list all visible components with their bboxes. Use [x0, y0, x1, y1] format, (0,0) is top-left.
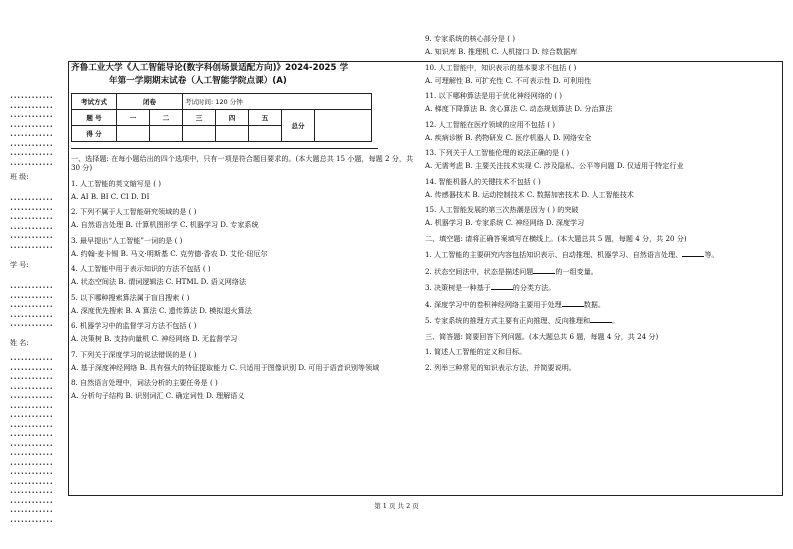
exam-mode-label: 考试方式	[72, 94, 117, 110]
score-head-3: 三	[183, 110, 216, 126]
section2-heading: 二、填空题: 请将正确答案填写在横线上。(本大题总共 5 题，每题 4 分，共 20 分)	[425, 233, 687, 243]
score-table	[71, 93, 372, 142]
score-head-1: 一	[117, 110, 150, 126]
id-label: 学 号:	[10, 261, 29, 269]
fill-question-4: 4. 深度学习中的卷积神经网络主要用于处理 数据。	[425, 299, 605, 309]
binding-dots-mid2: •••••••••••• •••••••••••• •••••••••••• •••••••••••• ••••••••••••	[10, 285, 54, 329]
answer-blank[interactable]	[590, 315, 612, 323]
score-cell[interactable]	[183, 126, 216, 142]
score-row-label: 得 分	[72, 126, 117, 142]
short-question-2: 2. 列举三种常见的知识表示方法，并简要说明。	[425, 362, 576, 372]
exam-time: 考试时间: 120 分钟	[183, 94, 372, 110]
question-10: 10. 人工智能中，知识表示的基本要求不包括 ( ) A. 可理解性 B. 可扩充性 C. 不可表示性 D. 可利用性	[425, 62, 592, 85]
question-13: 13. 下列关于人工智能伦理的说法正确的是 ( ) A. 无需考虑 B. 主要关注技术实现 C. 涉及隐私、公平等问题 D. 仅适用于特定行业	[425, 148, 684, 170]
score-cell[interactable]	[216, 126, 249, 142]
fill-question-3: 3. 决策树是一种基于 的分类方法。	[425, 283, 556, 292]
score-head-2: 二	[150, 110, 183, 126]
question-8: 8. 自然语言处理中，词法分析的主要任务是 ( ) A. 分析句子结构 B. 识别词汇 C. 确定词性 D. 理解语义	[71, 378, 245, 400]
page-number: 第 1 页 共 2 页	[374, 502, 419, 510]
question-11: 11. 以下哪种算法是用于优化神经网络的 ( ) A. 梯度下降算法 B. 贪心算法 C. 动态规划算法 D. 分治算法	[425, 91, 613, 113]
answer-blank[interactable]	[562, 299, 584, 307]
question-7: 7. 下列关于深度学习的说法错误的是 ( ) A. 基于深度神经网络 B. 具有强大的特征提取能力 C. 只适用于图像识别 D. 可用于语音识别等领域	[71, 349, 380, 372]
exam-title	[71, 62, 416, 88]
question-6: 6. 机器学习中的监督学习方法不包括 ( ) A. 决策树 B. 支持向量机 C. 神经网络 D. 无监督学习	[71, 321, 238, 343]
title-line-1: 齐鲁工业大学《人工智能导论(数字科创场景适配方向)》2024-2025 学	[71, 63, 349, 73]
score-head-total: 总分	[282, 110, 315, 142]
question-2: 2. 下列不属于人工智能研究领域的是 ( ) A. 自然语言处理 B. 计算机图形学 C. 机器学习 D. 专家系统	[71, 207, 259, 229]
section1-questions	[71, 179, 416, 401]
short-question-1: 1. 简述人工智能的定义和目标。	[425, 347, 527, 356]
binding-dots-top: •••••••••••• •••••••••••• •••••••••••• •••••••••••• •••••••••••• •••••••••••• •••••••••••• ••••••••••••	[10, 95, 54, 168]
answer-blank[interactable]	[491, 282, 513, 290]
divider	[71, 148, 378, 149]
answer-blank[interactable]	[682, 249, 704, 257]
question-9: 9. 专家系统的核心部分是 ( ) A. 知识库 B. 推理机 C. 人机接口 D. 综合数据库	[425, 34, 578, 56]
exam-mode-value: 闭卷	[117, 94, 183, 110]
section1-heading: 一、选择题: 在每小题给出的四个选项中，只有一项是符合题目要求的。(本大题总共 15 小题，每题 2 分，共 30 分)	[71, 154, 414, 172]
score-total-cell[interactable]	[315, 110, 372, 142]
question-1: 1. 人工智能的英文缩写是 ( ) A. AI B. BI C. CI D. DI	[71, 178, 162, 201]
binding-dots-bottom: •••••••••••• •••••••••••• •••••••••••• •••••••••••• •••••••••••• •••••••••••• •••••••••••• •••••••••••• •••••••••••• •••••••••••• •••••••••••• •••••••••••• •••••••••••• •••••••••••• •••••••••••• •••••••••••• •••••••••••• ••••••••••••	[10, 357, 54, 525]
question-4: 4. 人工智能中用于表示知识的方法不包括 ( ) A. 状态空间法 B. 谓词逻辑法 C. HTML D. 语义网络法	[71, 264, 247, 286]
question-12: 12. 人工智能在医疗领域的应用不包括 ( ) A. 疾病诊断 B. 药物研发 C. 医疗机器人 D. 网络安全	[425, 119, 592, 142]
name-label: 姓 名:	[10, 339, 29, 347]
score-cell[interactable]	[249, 126, 282, 142]
section3-heading: 三、简答题: 简要回答下列问题。(本大题总共 6 题，每题 4 分，共 24 分)	[425, 331, 659, 341]
score-head-5: 五	[249, 110, 282, 126]
class-label: 班 级:	[10, 173, 29, 181]
answer-blank[interactable]	[533, 266, 555, 274]
question-14: 14. 智能机器人的关键技术不包括 ( ) A. 传感器技术 B. 运动控制技术 C. 数据加密技术 D. 人工智能技术	[425, 176, 634, 199]
title-line-2: 年第一学期期末试卷（人工智能学院点课）(A)	[109, 76, 287, 86]
score-cell[interactable]	[150, 126, 183, 142]
question-5: 5. 以下哪种搜索算法属于盲目搜索 ( ) A. 深度优先搜索 B. A 算法 C. 遗传算法 D. 模拟退火算法	[71, 292, 252, 315]
question-3: 3. 最早提出“人工智能”一词的是 ( ) A. 约翰·麦卡锡 B. 马文·明斯基 C. 克劳德·香农 D. 艾伦·纽厄尔	[71, 235, 268, 258]
score-head-0: 题 号	[72, 110, 117, 126]
binding-dots-mid1: •••••••••••• •••••••••••• •••••••••••• •••••••••••• •••••••••••• ••••••••••••	[10, 197, 54, 251]
fill-question-5: 5. 专家系统的推理方式主要有正向推理、反向推理和 。	[425, 316, 620, 325]
score-cell[interactable]	[117, 126, 150, 142]
question-15: 15. 人工智能发展的第三次热潮是因为 ( ) 的突破 A. 机器学习 B. 专家系统 C. 神经网络 D. 深度学习	[425, 205, 585, 227]
fill-question-1: 1. 人工智能的主要研究内容包括知识表示、自动推理、机器学习、自然语言处理、 等。	[425, 250, 719, 259]
fill-question-2: 2. 状态空间法中，状态是描述问题 的一组变量。	[425, 266, 598, 276]
left-column	[71, 62, 416, 407]
right-column	[425, 34, 780, 378]
score-head-4: 四	[216, 110, 249, 126]
